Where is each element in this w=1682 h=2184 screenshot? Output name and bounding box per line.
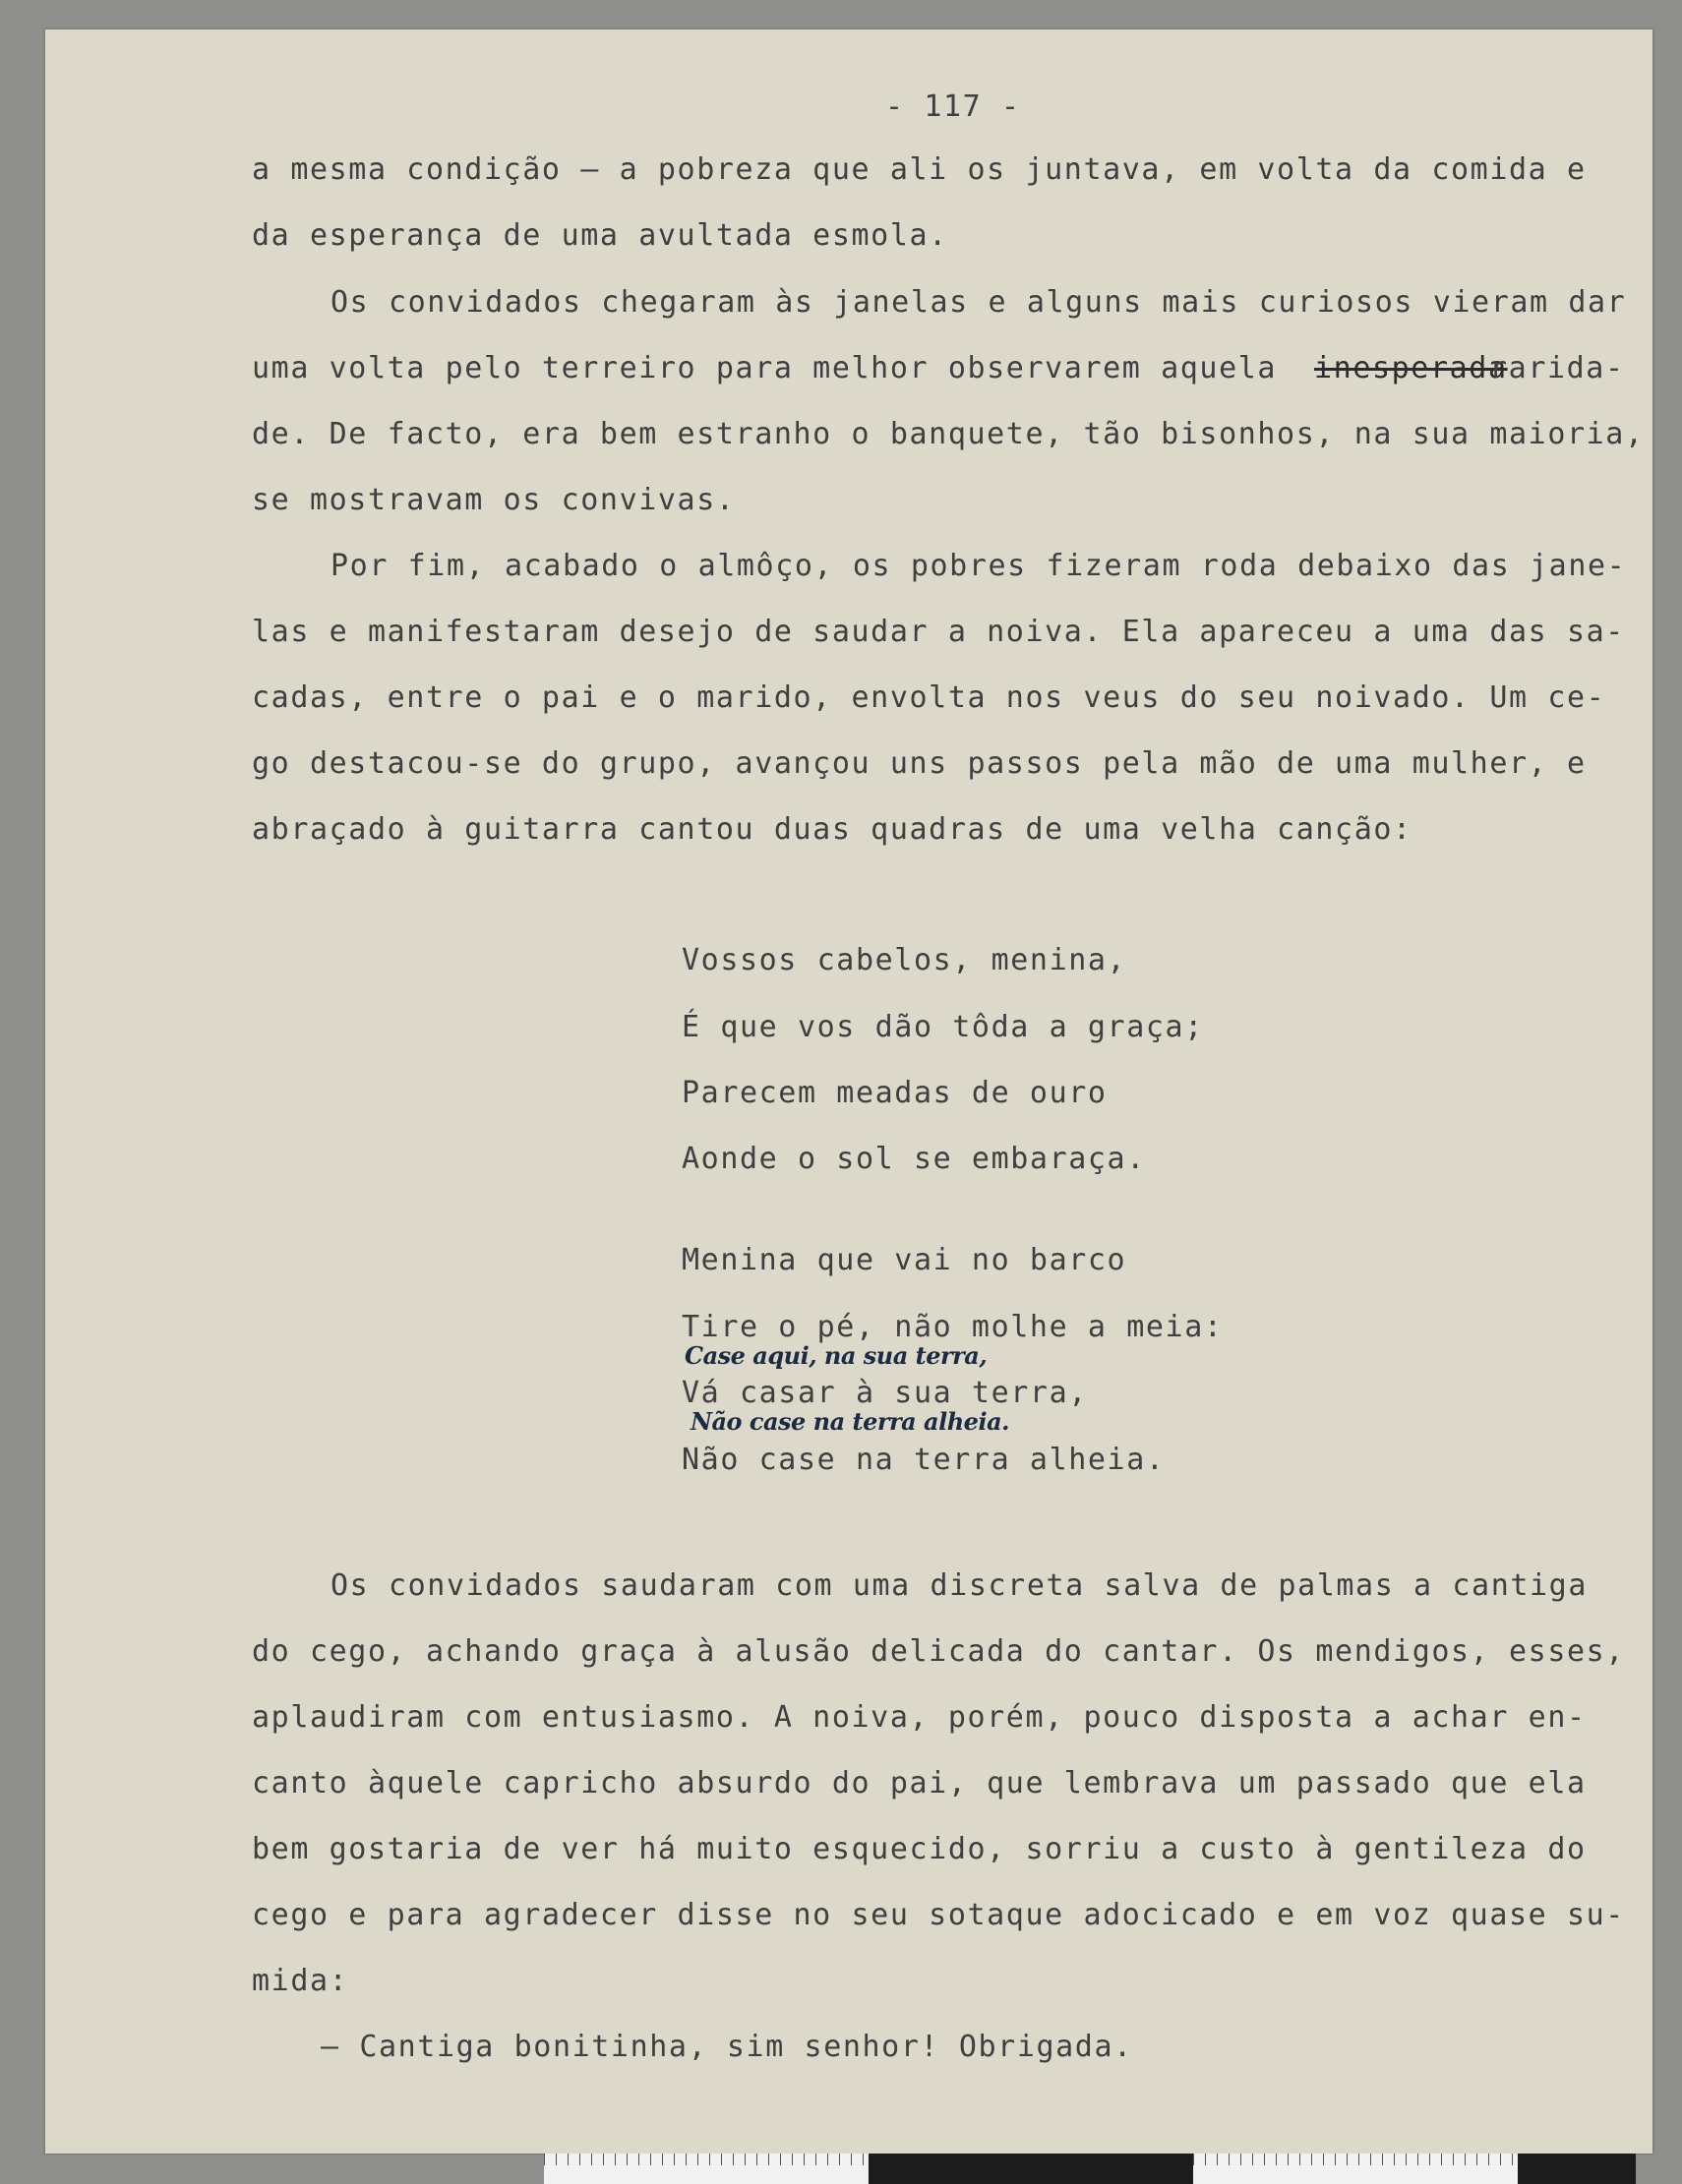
text-line-1: a mesma condição — a pobreza que ali os juntava, em volta da comida e	[252, 152, 1587, 187]
text-line-3: Os convidados chegaram às janelas e alguns mais curiosos vieram dar	[330, 285, 1627, 320]
verse-2-line-1: Menina que vai no barco	[682, 1243, 1127, 1277]
text-line-4-end: rarida-	[1489, 351, 1625, 385]
text-line-8: las e manifestaram desejo de saudar a noiva. Ela apareceu a uma das sa-	[252, 615, 1625, 649]
text-line-11: abraçado à guitarra cantou duas quadras de uma velha canção:	[252, 812, 1412, 847]
text-line-17: cego e para agradecer disse no seu sotaque adocicado e em voz quase su-	[252, 1898, 1625, 1932]
struck-out-word: inesperada	[1314, 351, 1508, 385]
text-line-2: da esperança de uma avultada esmola.	[252, 218, 948, 253]
text-line-6: se mostravam os convivas.	[252, 483, 736, 517]
text-line-16: bem gostaria de ver há muito esquecido, sorriu a custo à gentileza do	[252, 1832, 1587, 1866]
verse-2-line-3: Vá casar à sua terra,	[682, 1376, 1088, 1410]
text-line-19: — Cantiga bonitinha, sim senhor! Obrigada.	[321, 2030, 1133, 2064]
text-line-4: uma volta pelo terreiro para melhor observarem aquela	[252, 351, 1278, 385]
text-line-10: go destacou-se do grupo, avançou uns passos pela mão de uma mulher, e	[252, 746, 1587, 781]
handwritten-correction-2: Não case na terra alheia.	[691, 1407, 1009, 1436]
verse-1-line-1: Vossos cabelos, menina,	[682, 943, 1127, 977]
text-line-9: cadas, entre o pai e o marido, envolta nos veus do seu noivado. Um ce-	[252, 680, 1606, 715]
text-line-13: do cego, achando graça à alusão delicada do cantar. Os mendigos, esses,	[252, 1634, 1625, 1669]
verse-1-line-2: É que vos dão tôda a graça;	[682, 1010, 1204, 1044]
text-line-15: canto àquele capricho absurdo do pai, que lembrava um passado que ela	[252, 1766, 1587, 1800]
text-line-14: aplaudiram com entusiasmo. A noiva, porém, pouco disposta a achar en-	[252, 1700, 1587, 1735]
page-number: - 117 -	[885, 89, 1021, 124]
verse-2-line-4: Não case na terra alheia.	[682, 1443, 1166, 1477]
verse-2-line-2: Tire o pé, não molhe a meia:	[682, 1310, 1224, 1344]
text-line-18: mida:	[252, 1964, 349, 1998]
text-line-12: Os convidados saudaram com uma discreta salva de palmas a cantiga	[330, 1568, 1588, 1603]
handwritten-correction-1: Case aqui, na sua terra,	[685, 1341, 988, 1370]
verse-1-line-3: Parecem meadas de ouro	[682, 1076, 1108, 1110]
text-line-7: Por fim, acabado o almôço, os pobres fizeram roda debaixo das jane-	[330, 549, 1627, 583]
text-line-5: de. De facto, era bem estranho o banquete, tão bisonhos, na sua maioria,	[252, 417, 1645, 451]
typewritten-page	[45, 30, 1652, 2154]
scale-ruler	[544, 2154, 1636, 2184]
verse-1-line-4: Aonde o sol se embaraça.	[682, 1142, 1146, 1176]
